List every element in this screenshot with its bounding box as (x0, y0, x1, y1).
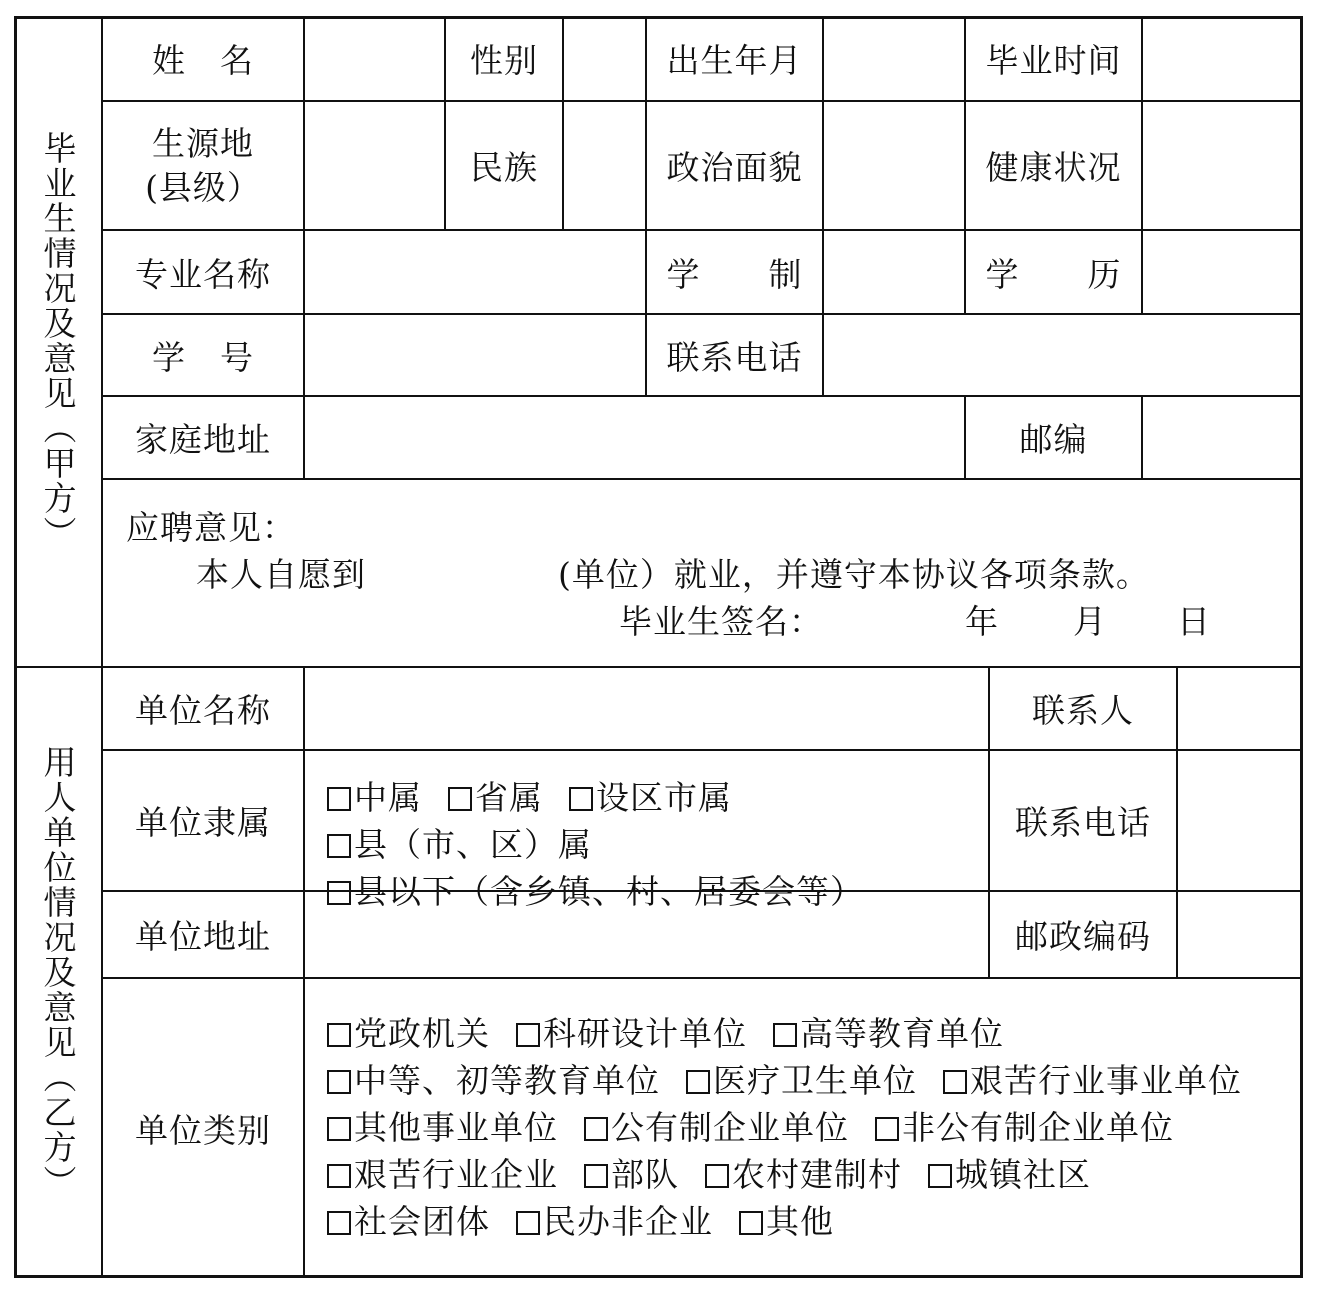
category-option[interactable] (584, 1151, 679, 1198)
checkbox[interactable] (327, 787, 351, 811)
opinion-unit-blank[interactable] (374, 551, 554, 598)
checkbox[interactable] (739, 1211, 763, 1235)
affiliation-label: 单位隶属 (135, 803, 271, 842)
birth-field[interactable] (824, 16, 964, 100)
signature-label: 毕业生签名： (619, 602, 823, 641)
postal-field[interactable] (1178, 892, 1300, 977)
category-option-label: 其他 (766, 1202, 834, 1241)
category-option-label: 城镇社区 (955, 1155, 1091, 1194)
category-option-label: 医疗卫生单位 (713, 1061, 917, 1100)
student-id-label: 学 号 (152, 337, 254, 377)
category-option-label: 党政机关 (354, 1014, 490, 1053)
contact-field[interactable] (1178, 668, 1300, 749)
month-label: 月 (1073, 602, 1107, 641)
major-label: 专业名称 (135, 254, 271, 294)
category-option-label: 高等教育单位 (800, 1014, 1004, 1053)
gender-field[interactable] (564, 16, 645, 100)
category-option-label: 其他事业单位 (354, 1108, 558, 1147)
checkbox[interactable] (943, 1070, 967, 1094)
zip-field[interactable] (1143, 397, 1300, 478)
checkbox[interactable] (327, 1211, 351, 1235)
checkbox[interactable] (584, 1117, 608, 1141)
category-option[interactable] (516, 1198, 713, 1245)
ethnicity-label: 民族 (470, 148, 538, 187)
category-option-label: 农村建制村 (732, 1155, 902, 1194)
affiliation-option[interactable] (327, 774, 422, 821)
affiliation-option-label: 中属 (354, 778, 422, 817)
name-field[interactable] (305, 16, 444, 100)
checkbox[interactable] (773, 1023, 797, 1047)
divider (102, 478, 1303, 480)
ethnicity-field[interactable] (564, 102, 645, 229)
category-option[interactable] (875, 1104, 1174, 1151)
checkbox[interactable] (569, 787, 593, 811)
category-option[interactable] (943, 1057, 1242, 1104)
degree-label: 学 历 (985, 254, 1122, 294)
employer-address-field[interactable] (305, 892, 988, 977)
employer-name-label: 单位名称 (135, 691, 271, 730)
checkbox[interactable] (327, 1117, 351, 1141)
zip-label: 邮编 (1019, 420, 1088, 459)
category-option[interactable] (773, 1010, 1004, 1057)
affiliation-option-label: 县（市、区）属 (354, 825, 592, 864)
health-field[interactable] (1143, 102, 1300, 229)
checkbox[interactable] (705, 1164, 729, 1188)
day-label: 日 (1177, 602, 1211, 641)
category-option[interactable] (327, 1010, 490, 1057)
affiliation-option-label: 省属 (475, 778, 543, 817)
category-option-label: 部队 (611, 1155, 679, 1194)
checkbox[interactable] (448, 787, 472, 811)
checkbox[interactable] (327, 1164, 351, 1188)
category-options (327, 1010, 1292, 1245)
category-option[interactable] (928, 1151, 1091, 1198)
health-label: 健康状况 (985, 148, 1122, 187)
category-option[interactable] (686, 1057, 917, 1104)
student-id-field[interactable] (305, 315, 645, 395)
category-option[interactable] (327, 1057, 660, 1104)
checkbox[interactable] (327, 1070, 351, 1094)
checkbox[interactable] (516, 1211, 540, 1235)
origin-label (103, 102, 303, 229)
duration-field[interactable] (824, 231, 964, 313)
checkbox[interactable] (686, 1070, 710, 1094)
employer-phone-field[interactable] (1178, 751, 1300, 890)
category-option-label: 科研设计单位 (543, 1014, 747, 1053)
grad-time-field[interactable] (1143, 16, 1300, 100)
checkbox[interactable] (516, 1023, 540, 1047)
affiliation-option[interactable] (327, 821, 592, 868)
affiliation-option-label: 县以下（含乡镇、村、居委会等） (354, 872, 864, 911)
category-option-label: 公有制企业单位 (611, 1108, 849, 1147)
opinion-text-start: 本人自愿到 (196, 555, 366, 594)
checkbox[interactable] (327, 1023, 351, 1047)
category-label: 单位类别 (135, 1111, 271, 1150)
checkbox[interactable] (584, 1164, 608, 1188)
grad-time-label: 毕业时间 (985, 40, 1122, 80)
gender-label: 性别 (470, 40, 538, 80)
category-option[interactable] (327, 1104, 558, 1151)
category-option[interactable] (584, 1104, 849, 1151)
politics-label: 政治面貌 (666, 148, 803, 187)
origin-label-line1: 生源地 (152, 123, 254, 163)
category-option[interactable] (327, 1198, 490, 1245)
opinion-title: 应聘意见： (126, 508, 296, 547)
affiliation-option-label: 设区市属 (596, 778, 732, 817)
category-option[interactable] (705, 1151, 902, 1198)
category-option-label: 中等、初等教育单位 (354, 1061, 660, 1100)
checkbox[interactable] (928, 1164, 952, 1188)
employer-name-field[interactable] (305, 668, 988, 749)
duration-label: 学 制 (666, 254, 803, 294)
category-option[interactable] (739, 1198, 834, 1245)
category-option-label: 社会团体 (354, 1202, 490, 1241)
category-option[interactable] (516, 1010, 747, 1057)
postal-label: 邮政编码 (1015, 917, 1151, 956)
phone-label: 联系电话 (666, 337, 803, 377)
category-option-label: 非公有制企业单位 (902, 1108, 1174, 1147)
phone-field[interactable] (824, 315, 1300, 395)
category-option-label: 民办非企业 (543, 1202, 713, 1241)
major-field[interactable] (305, 231, 645, 313)
contact-label: 联系人 (1032, 691, 1134, 730)
employer-phone-label: 联系电话 (1015, 803, 1151, 842)
origin-field[interactable] (305, 102, 444, 229)
affiliation-option[interactable] (448, 774, 543, 821)
affiliation-option[interactable] (569, 774, 732, 821)
address-label: 家庭地址 (135, 420, 271, 459)
address-field[interactable] (305, 397, 964, 478)
birth-label: 出生年月 (666, 40, 803, 80)
degree-field[interactable] (1143, 231, 1300, 313)
checkbox[interactable] (875, 1117, 899, 1141)
agreement-form (14, 16, 1303, 1278)
signature-blank[interactable] (814, 598, 954, 645)
year-label: 年 (965, 602, 999, 641)
name-label: 姓 名 (152, 40, 254, 80)
section-label-graduate: 毕业生情况及意见（甲方） (38, 131, 78, 551)
category-option-label: 艰苦行业事业单位 (970, 1061, 1242, 1100)
checkbox[interactable] (327, 834, 351, 858)
category-option[interactable] (327, 1151, 558, 1198)
category-option-label: 艰苦行业企业 (354, 1155, 558, 1194)
employer-address-label: 单位地址 (135, 917, 271, 956)
opinion-text-end: (单位）就业，并遵守本协议各项条款。 (558, 555, 1150, 594)
origin-label-line2: (县级） (145, 167, 261, 207)
section-label-employer: 用人单位情况及意见（乙方） (38, 745, 78, 1200)
politics-field[interactable] (824, 102, 964, 229)
